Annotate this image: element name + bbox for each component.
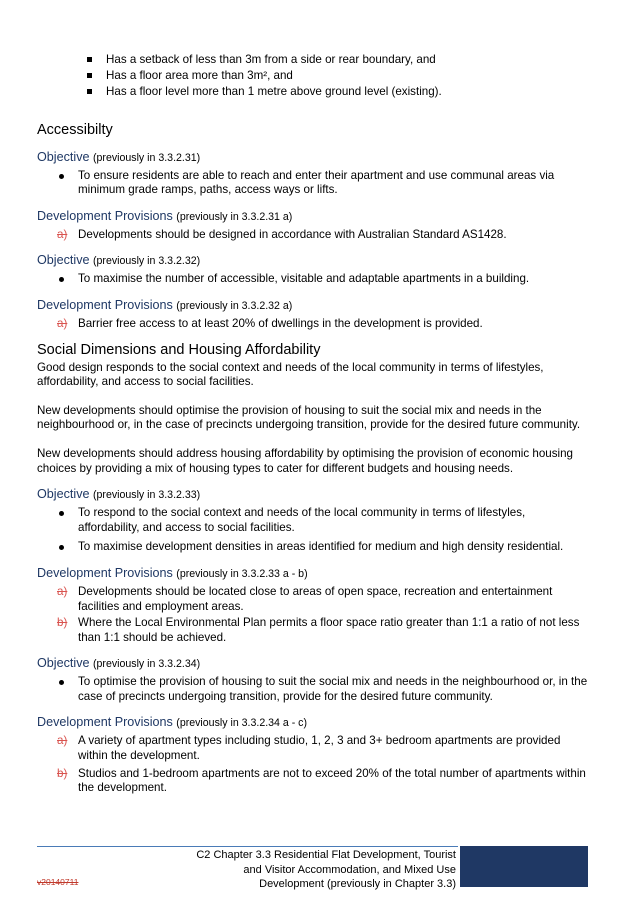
list-item: a) Developments should be designed in accordance with Australian Standard AS1428.: [57, 227, 507, 241]
footer-line: C2 Chapter 3.3 Residential Flat Development, Tourist: [196, 849, 456, 861]
body-paragraph: Good design responds to the social context and needs of the local community in terms of lifestyles, affordability, and access to social facilities.: [37, 360, 544, 389]
provisions-heading: Development Provisions (previously in 3.3.2.31 a): [37, 208, 293, 223]
objective-list: [37, 169, 589, 198]
footer-chapter-title: [160, 848, 456, 892]
list-item: a) A variety of apartment types including studio, 1, 2, 3 and 3+ bedroom apartments are provided within the development.: [57, 734, 561, 763]
list-item: To ensure residents are able to reach and enter their apartment and use communal areas via minimum grade ramps, paths, access ways or lifts.: [37, 169, 589, 198]
section-heading-accessibility: Accessibilty: [37, 121, 113, 138]
footer-color-block: [460, 846, 588, 887]
objective-heading: Objective (previously in 3.3.2.34): [37, 656, 201, 671]
footer-line: and Visitor Accommodation, and Mixed Use: [243, 863, 456, 876]
body-paragraph: New developments should address housing affordability by optimising the provision of economic housing choices by providing a mix of housing types to cater for different budgets and housing needs.: [37, 446, 573, 475]
provisions-list: [37, 734, 589, 795]
top-bullet-list: [37, 52, 589, 101]
footer-divider: [37, 846, 458, 847]
section-heading-social: Social Dimensions and Housing Affordability: [37, 341, 321, 358]
list-item: To maximise development densities in areas identified for medium and high density residential.: [37, 540, 589, 555]
list-item: Has a setback of less than 3m from a side or rear boundary, and: [37, 52, 589, 68]
objective-heading: Objective (previously in 3.3.2.31): [37, 149, 201, 164]
list-item: Has a floor area more than 3m², and: [37, 68, 589, 84]
list-item: b) Where the Local Environmental Plan permits a floor space ratio greater than 1:1 a ratio of not less than 1:1 should be achieved.: [57, 616, 580, 644]
provisions-list: [37, 317, 589, 332]
list-item: To respond to the social context and needs of the local community in terms of lifestyles, affordability, and access to social facilities.: [37, 506, 589, 535]
provisions-heading: Development Provisions (previously in 3.3.2.33 a - b): [37, 565, 308, 580]
provisions-heading: Development Provisions (previously in 3.3.2.34 a - c): [37, 715, 308, 730]
objective-list: [37, 675, 589, 704]
objective-heading: Objective (previously in 3.3.2.33): [37, 487, 201, 502]
version-stamp: v20140711: [37, 877, 79, 887]
list-item: b) Studios and 1-bedroom apartments are not to exceed 20% of the total number of apartments within the development.: [57, 766, 586, 795]
body-paragraph: New developments should optimise the provision of housing to suit the social mix and needs in the neighbourhood or, in the case of precincts undergoing transition, provide for the desired future community.: [37, 403, 581, 432]
list-item: To optimise the provision of housing to suit the social mix and needs in the neighbourhood or, in the case of precincts undergoing transition, provide for the desired future community.: [37, 675, 589, 704]
list-item: a) Barrier free access to at least 20% of dwellings in the development is provided.: [57, 316, 483, 330]
document-page: [37, 52, 589, 796]
list-item: a) Developments should be located close to areas of open space, recreation and entertainment facilities and employment areas.: [57, 584, 553, 613]
footer-line: Development (previously in Chapter 3.3): [259, 878, 456, 890]
provisions-heading: Development Provisions (previously in 3.3.2.32 a): [37, 297, 293, 312]
objective-list: [37, 506, 589, 555]
list-item: To maximise the number of accessible, visitable and adaptable apartments in a building.: [37, 272, 589, 287]
provisions-list: [37, 228, 589, 243]
provisions-list: [37, 585, 589, 645]
list-item: Has a floor level more than 1 metre above ground level (existing).: [37, 84, 589, 100]
objective-heading: Objective (previously in 3.3.2.32): [37, 253, 201, 268]
objective-list: [37, 272, 589, 287]
